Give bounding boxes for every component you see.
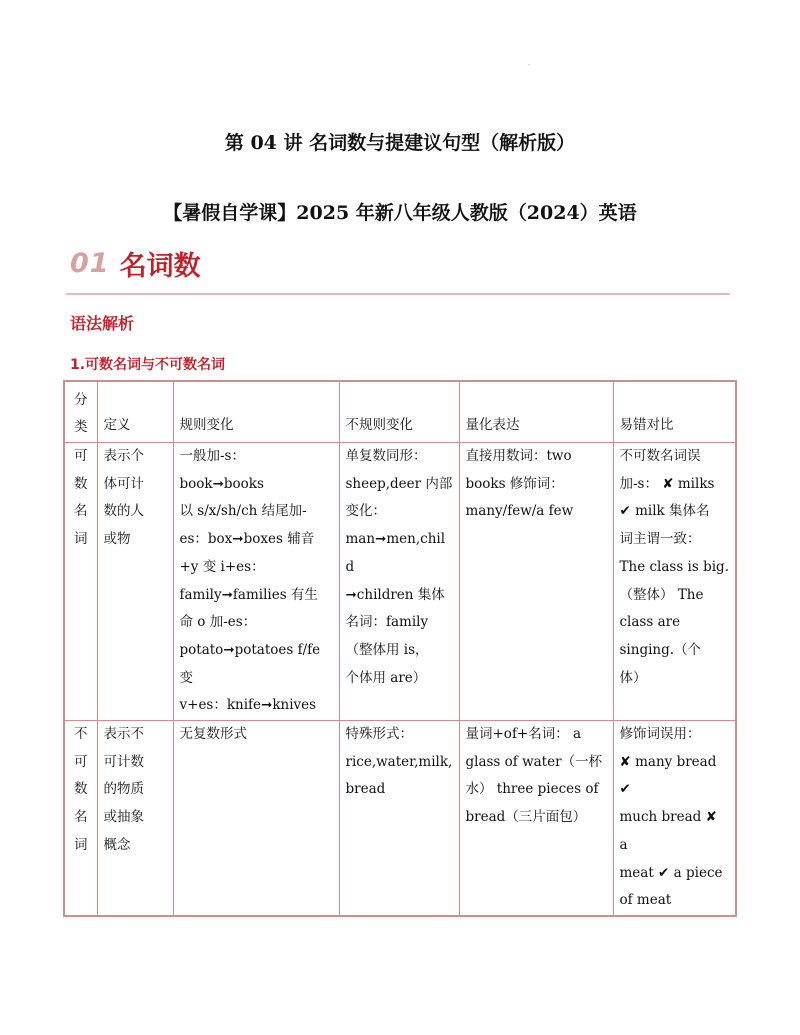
- grammar-table: [63, 380, 737, 917]
- section-heading: [70, 238, 201, 288]
- cell-regular: 一般加-s： book➞books 以 s/x/sh/ch 结尾加- es：box➞boxes 辅音 +y 变 i+es： family➞families 有生 命 o 加-es： potato➞potatoes f/fe 变 v+es：knife➞knives: [173, 443, 339, 721]
- header-regular: 规则变化: [173, 381, 339, 443]
- cell-quantity: 直接用数词：two books 修饰词： many/few/a few: [459, 443, 613, 721]
- header-irregular: 不规则变化: [339, 381, 459, 443]
- cell-irregular: 单复数同形： sheep,deer 内部 变化： man➞men,child ➞children 集体 名词：family （整体用 is， 个体用 are）: [339, 443, 459, 721]
- section-number: 01: [70, 247, 110, 279]
- header-category: 分 类: [64, 381, 97, 443]
- table-header-row: [64, 381, 736, 443]
- cell-regular: 无复数形式: [173, 721, 339, 916]
- page-title: 第 04 讲 名词数与提建议句型（解析版）: [224, 132, 576, 154]
- cell-definition: 表示不 可计数 的物质 或抽象 概念: [97, 721, 173, 916]
- header-definition: 定义: [97, 381, 173, 443]
- cell-irregular: 特殊形式： rice,water,milk, bread: [339, 721, 459, 916]
- section-divider: [66, 293, 730, 295]
- table-row: [64, 721, 736, 916]
- header-contrast: 易错对比: [613, 381, 736, 443]
- cell-quantity: 量词+of+名词： a glass of water（一杯 水） three pieces of bread（三片面包）: [459, 721, 613, 916]
- table-row: [64, 443, 736, 721]
- cell-category: 可 数 名 词: [64, 443, 97, 721]
- cell-contrast: 不可数名词误 加-s： ✘ milks ✔ milk 集体名 词主谓一致： The class is big. （整体） The class are singing.（个 体）: [613, 443, 736, 721]
- cell-contrast: 修饰词误用： ✘ many bread ✔ much bread ✘ a meat ✔ a piece of meat: [613, 721, 736, 916]
- section-title: 名词数: [119, 250, 201, 282]
- cell-definition: 表示个 体可计 数的人 或物: [97, 443, 173, 721]
- header-quantity: 量化表达: [459, 381, 613, 443]
- subsection-title: 语法解析: [70, 314, 135, 333]
- page-subtitle: 【暑假自学课】2025 年新八年级人教版（2024）英语: [163, 202, 637, 224]
- header-mark: ·: [528, 62, 530, 69]
- subsubsection-title: 1.可数名词与不可数名词: [70, 357, 226, 373]
- cell-category: 不 可 数 名 词: [64, 721, 97, 916]
